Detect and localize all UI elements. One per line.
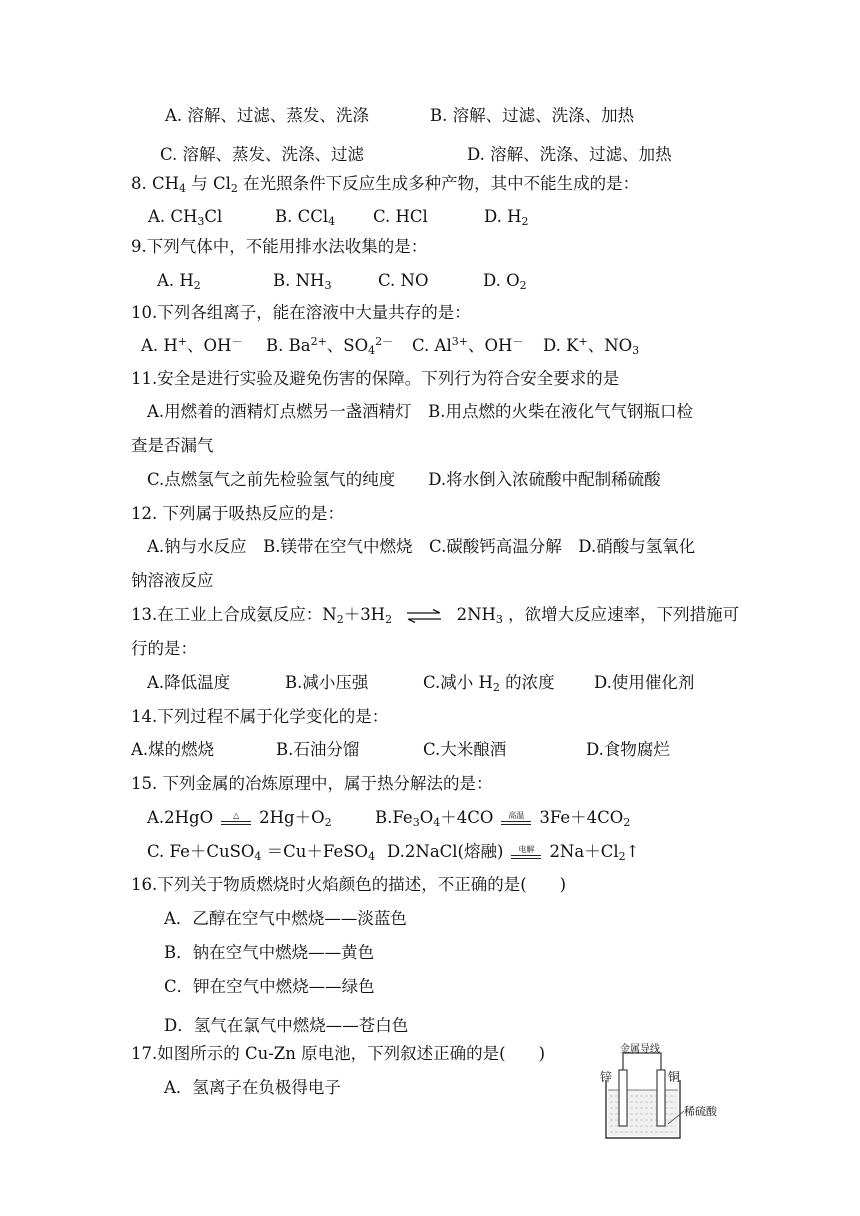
dilute-sulfuric-acid-label: 稀硫酸: [684, 1105, 717, 1118]
galvanic-cell-diagram: [598, 1040, 748, 1148]
q7-option-a: A. 溶解、过滤、蒸发、洗涤: [165, 106, 369, 125]
q15-stem: 15. 下列金属的冶炼原理中，属于热分解法的是：: [131, 774, 493, 793]
q15-option-b: $B.Fe_3O_4+4CO$ 高温 $3Fe+4CO_2$: [375, 808, 631, 829]
q11-line-1: A.用燃着的酒精灯点燃另一盏酒精灯 B.用点燃的火柴在液化气气钢瓶口检: [147, 402, 694, 421]
q16-option-d: D．氢气在氯气中燃烧——苍白色: [164, 1016, 409, 1035]
galvanic-cell-drawing: [598, 1040, 748, 1144]
q10-option-a: A. H+、OH－: [141, 335, 243, 355]
q14-option-d: D.食物腐烂: [586, 740, 670, 759]
q15-option-c: C. Fe＋CuSO$_4$ ＝Cu＋FeSO$_4$: [147, 842, 376, 863]
q10-option-b: B. $Ba^{2+}$、$SO_4^{2-}$: [266, 335, 394, 357]
q16-option-c: C．钾在空气中燃烧——绿色: [164, 977, 375, 996]
q7-option-c: C. 溶解、蒸发、洗涤、过滤: [160, 145, 365, 164]
q10-option-c: C. $Al^{3+}$、OH－: [412, 335, 524, 355]
copper-label: 铜: [668, 1070, 681, 1084]
q13-option-c: C.减小 $H_2$ 的浓度: [423, 673, 555, 694]
q9-stem: 9.下列气体中，不能用排水法收集的是：: [131, 237, 428, 256]
electrolysis-condition-mark: 电解: [511, 846, 541, 859]
q13-stem: 13.在工业上合成氨反应：$N_2+3H_2$ $2NH_3$ ，欲增大反应速率，下列措施可: [131, 605, 740, 626]
wire-label: 金属导线: [620, 1044, 660, 1055]
q16-stem: 16.下列关于物质燃烧时火焰颜色的描述，不正确的是( ): [131, 875, 567, 894]
q8-option-c: C. HCl: [373, 207, 428, 226]
q16-option-a: A．乙醇在空气中燃烧——淡蓝色: [164, 909, 407, 928]
q12-line-1: A.钠与水反应 B.镁带在空气中燃烧 C.碳酸钙高温分解 D.硝酸与氢氧化: [147, 537, 696, 556]
q17-stem: 17.如图所示的 Cu-Zn 原电池，下列叙述正确的是( ): [131, 1044, 546, 1063]
q9-option-c: C. NO: [378, 271, 429, 290]
q10-stem: 10.下列各组离子，能在溶液中大量共存的是：: [131, 303, 471, 322]
equilibrium-arrow-icon: [405, 609, 443, 623]
high-temp-condition-mark: 高温: [501, 812, 531, 825]
q12-stem: 12. 下列属于吸热反应的是：: [131, 504, 344, 523]
q10-option-d: D. K+、$NO_3$: [543, 335, 640, 357]
q12-line-2: 钠溶液反应: [131, 571, 214, 590]
q8-option-a: A. $CH_3Cl$: [148, 207, 223, 228]
q8-stem: 8. $CH_4$ 与 $Cl_2$ 在光照条件下反应生成多种产物，其中不能生成的是：: [131, 174, 640, 195]
q11-line-3: C.点燃氢气之前先检验氢气的纯度 D.将水倒入浓硫酸中配制稀硫酸: [147, 470, 661, 489]
q11-stem: 11.安全是进行实验及避免伤害的保障。下列行为符合安全要求的是: [131, 369, 620, 388]
q17-option-a: A．氢离子在负极得电子: [164, 1078, 341, 1097]
q9-option-b: B. $NH_3$: [273, 271, 332, 292]
q14-option-b: B.石油分馏: [276, 740, 360, 759]
heat-condition-mark: △: [221, 812, 251, 825]
q14-option-c: C.大米酿酒: [423, 740, 507, 759]
q15-option-d: D.2NaCl(熔融) 电解 $2Na+Cl_2↑$: [387, 842, 640, 863]
q15-option-a: A.2HgO △ $2Hg+O_2$: [147, 808, 332, 829]
zinc-label: 锌: [600, 1070, 613, 1084]
q13-line-2: 行的是：: [131, 639, 197, 658]
q14-stem: 14.下列过程不属于化学变化的是：: [131, 707, 389, 726]
q11-line-2: 查是否漏气: [131, 436, 214, 455]
q14-option-a: A.煤的燃烧: [131, 740, 215, 759]
q16-option-b: B．钠在空气中燃烧——黄色: [164, 943, 375, 962]
q13-option-d: D.使用催化剂: [594, 673, 695, 692]
q13-option-b: B.减小压强: [285, 673, 369, 692]
q7-option-b: B. 溶解、过滤、洗涤、加热: [430, 106, 635, 125]
q9-option-d: D. $O_2$: [483, 271, 527, 292]
q8-option-d: D. $H_2$: [484, 207, 529, 228]
q13-option-a: A.降低温度: [147, 673, 231, 692]
q9-option-a: A. $H_2$: [157, 271, 201, 292]
q8-option-b: B. CCl$_4$: [275, 207, 336, 228]
q7-option-d: D. 溶解、洗涤、过滤、加热: [467, 145, 672, 164]
